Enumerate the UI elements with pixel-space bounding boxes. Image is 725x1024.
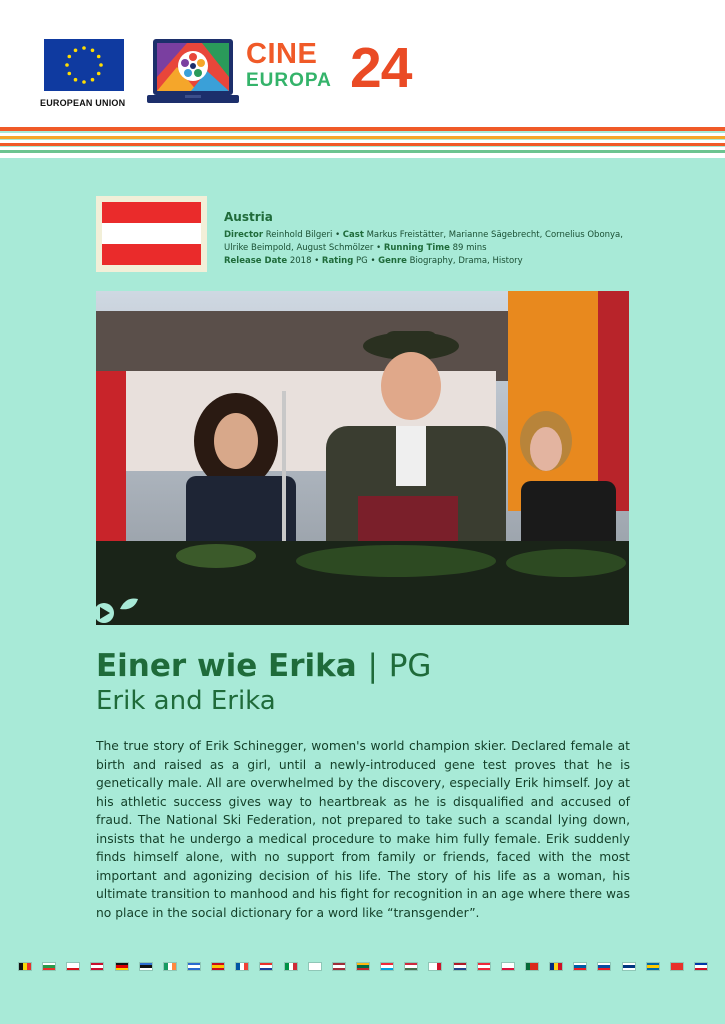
cast-label: Cast — [342, 230, 364, 240]
flag-icon — [404, 962, 418, 971]
festival-year: 24 — [350, 36, 412, 100]
original-title: Einer wie Erika — [96, 648, 357, 684]
title-rating: PG — [388, 648, 432, 684]
eu-stars-icon — [44, 39, 124, 91]
flag-icon — [211, 962, 225, 971]
flag-icon — [573, 962, 587, 971]
eu-star-icon — [82, 80, 86, 84]
eu-star-icon — [82, 46, 86, 50]
eu-star-icon — [91, 49, 95, 53]
flag-icon — [259, 962, 273, 971]
flag-icon — [308, 962, 322, 971]
eu-star-icon — [74, 49, 78, 53]
cast-value: Markus Freistätter, Marianne Sägebrecht, Cornelius Obonya, Ulrike Beimpold, August Schmölzer — [224, 230, 623, 253]
flag-icon — [18, 962, 32, 971]
header-stripe — [0, 127, 725, 131]
festival-word-cine: CINE — [246, 38, 318, 70]
country-name: Austria — [224, 210, 273, 224]
flag-icon — [622, 962, 636, 971]
eu-star-icon — [91, 78, 95, 82]
title-separator: | — [367, 648, 378, 684]
flag-icon — [139, 962, 153, 971]
rating-label: Rating — [321, 256, 354, 266]
eu-star-icon — [97, 55, 101, 59]
flag-icon — [670, 962, 684, 971]
bullet: • — [314, 256, 320, 266]
release-label: Release Date — [224, 256, 288, 266]
runtime-label: Running Time — [383, 243, 450, 253]
flag-icon — [187, 962, 201, 971]
bullet: • — [370, 256, 376, 266]
flag-icon — [549, 962, 563, 971]
runtime-value: 89 mins — [452, 243, 487, 253]
eu-flag-logo — [44, 39, 124, 91]
flag-icon — [477, 962, 491, 971]
eu-label: EUROPEAN UNION — [40, 98, 126, 108]
flag-icon — [525, 962, 539, 971]
eu-star-icon — [68, 72, 72, 76]
eu-star-icon — [97, 72, 101, 76]
member-state-flags — [18, 962, 708, 974]
flag-icon — [90, 962, 104, 971]
header-stripe — [0, 136, 725, 139]
flag-icon — [356, 962, 370, 971]
header-stripe — [0, 143, 725, 146]
eu-star-icon — [74, 78, 78, 82]
genre-value: Biography, Drama, History — [409, 256, 523, 266]
flag-icon — [501, 962, 515, 971]
director-value: Reinhold Bilgeri — [265, 230, 333, 240]
bullet: • — [376, 243, 382, 253]
flag-icon — [42, 962, 56, 971]
flag-icon — [284, 962, 298, 971]
flag-icon — [380, 962, 394, 971]
austria-flag — [96, 196, 207, 272]
flag-icon — [163, 962, 177, 971]
flag-icon — [115, 962, 129, 971]
flag-icon — [235, 962, 249, 971]
flag-icon — [646, 962, 660, 971]
english-title: Erik and Erika — [96, 686, 276, 716]
director-label: Director — [224, 230, 264, 240]
flag-icon — [453, 962, 467, 971]
bullet: • — [335, 230, 341, 240]
eu-star-icon — [68, 55, 72, 59]
release-value: 2018 — [289, 256, 312, 266]
rating-value: PG — [356, 256, 368, 266]
flag-icon — [332, 962, 346, 971]
flag-icon — [428, 962, 442, 971]
synopsis: The true story of Erik Schinegger, women's world champion skier. Declared female at birth and raised as a girl, until a newly-introduced gene test proves that he is genetically male. All are overwhelmed by the discovery, especially Erik himself. Joy at his athletic success gives way to heartbreak as he is disqualified and accused of fraud. The National Ski Federation, not prepared to take such a scandal lying down, insists that he undergo a medical procedure to make him fully female. Erik suddenly finds himself alone, with no support from family or friends, faced with the most important and agonizing decision of his life. The story of his life as a woman, his ultimate transition to manhood and his fight for recognition in an age where there was no place in the social dictionary for a word like “transgender”. — [96, 739, 630, 920]
festival-word-europa: EUROPA — [246, 70, 332, 91]
laptop-film-reel-icon — [147, 37, 239, 107]
film-credits — [224, 229, 644, 268]
flag-icon — [597, 962, 611, 971]
flag-icon — [66, 962, 80, 971]
header-stripe — [0, 153, 725, 158]
eu-star-icon — [65, 63, 69, 67]
genre-label: Genre — [378, 256, 407, 266]
film-title — [96, 646, 431, 686]
film-still-image — [96, 291, 629, 625]
eu-star-icon — [99, 63, 103, 67]
flag-icon — [694, 962, 708, 971]
